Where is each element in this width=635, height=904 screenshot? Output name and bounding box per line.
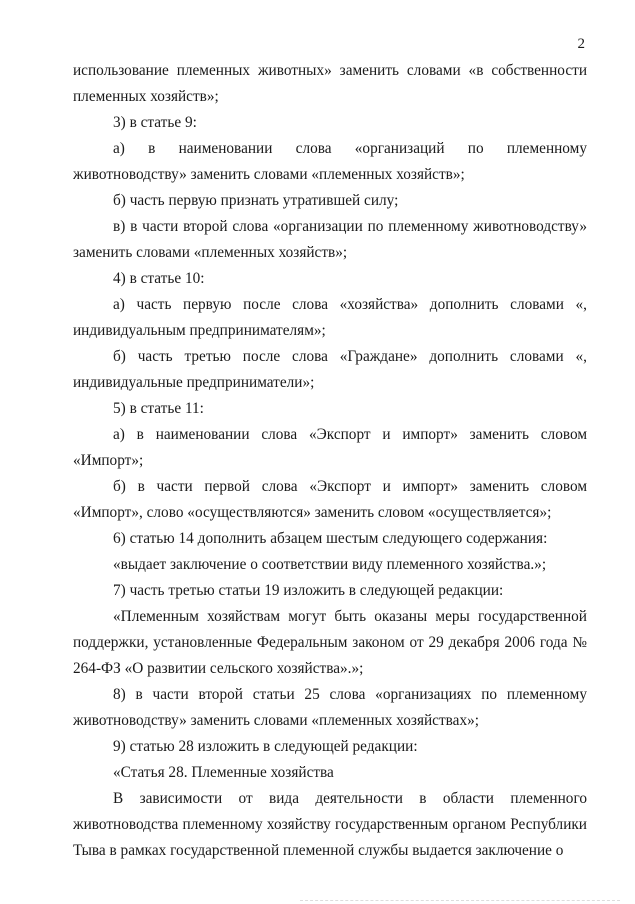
paragraph: 8) в части второй статьи 25 слова «организациях по племенному животноводству» заменить словами «племенных хозяйствах»; — [73, 686, 587, 729]
paragraph: а) в наименовании слова «Экспорт и импорт» заменить словом «Импорт»; — [73, 426, 587, 469]
paragraph: а) часть первую после слова «хозяйства» дополнить словами «, индивидуальным предпринимателям»; — [73, 296, 587, 339]
paragraph: «выдает заключение о соответствии виду племенного хозяйства.»; — [113, 556, 547, 573]
paragraph: б) часть первую признать утратившей силу; — [113, 192, 399, 209]
paragraph: б) часть третью после слова «Граждане» дополнить словами «, индивидуальные предприниматели»; — [73, 348, 587, 391]
paragraph: а) в наименовании слова «организаций по племенному животноводству» заменить словами «племенных хозяйств»; — [73, 140, 587, 183]
paragraph: 6) статью 14 дополнить абзацем шестым следующего содержания: — [113, 530, 548, 547]
paragraph: использование племенных животных» заменить словами «в собственности племенных хозяйств»; — [73, 62, 587, 105]
scan-artifact — [300, 900, 620, 904]
paragraph: б) в части первой слова «Экспорт и импорт» заменить словом «Импорт», слово «осуществляются» заменить словом «осуществляется»; — [73, 478, 587, 521]
paragraph: «Племенным хозяйствам могут быть оказаны меры государственной поддержки, установленные Федеральным законом от 29 декабря 2006 года № 264-ФЗ «О развитии сельского хозяйства».»; — [73, 608, 587, 677]
paragraph: 7) часть третью статьи 19 изложить в следующей редакции: — [113, 582, 504, 599]
paragraph: «Статья 28. Племенные хозяйства — [113, 764, 334, 781]
paragraph: 5) в статье 11: — [113, 400, 204, 417]
paragraph: 9) статью 28 изложить в следующей редакции: — [113, 738, 418, 755]
page-number: 2 — [577, 36, 585, 52]
paragraph: в) в части второй слова «организации по племенному животноводству» заменить словами «племенных хозяйств»; — [73, 218, 587, 261]
paragraph: В зависимости от вида деятельности в области племенного животноводства племенному хозяйству государственным органом Республики Тыва в рамках государственной племенной службы выдается заключение о — [73, 790, 587, 859]
paragraph: 4) в статье 10: — [113, 270, 205, 287]
document-body — [73, 58, 587, 864]
paragraph: 3) в статье 9: — [113, 114, 197, 131]
